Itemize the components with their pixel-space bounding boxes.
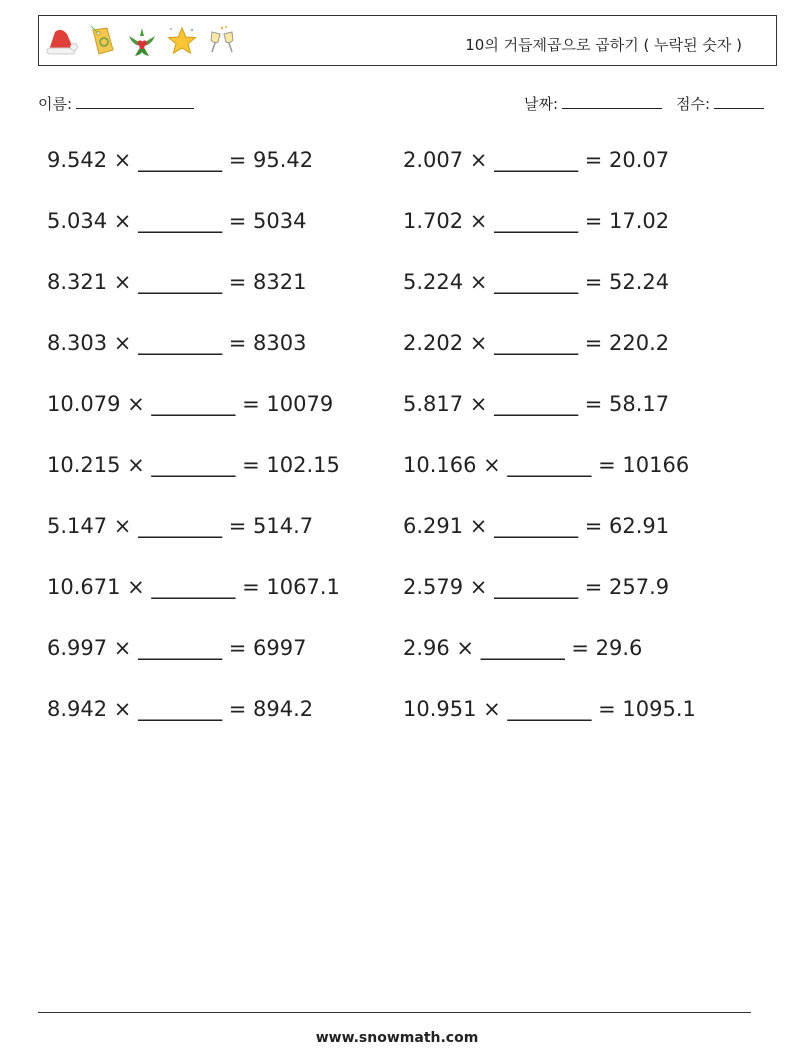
score-label: 점수: [676, 95, 711, 113]
problem-left-5[interactable]: 10.079 × ________ = 10079 [47, 392, 334, 416]
score-field[interactable] [676, 93, 764, 114]
problem-right-4[interactable]: 2.202 × ________ = 220.2 [403, 331, 670, 355]
footer-site: www.snowmath.com [315, 1030, 479, 1046]
name-label: 이름: [38, 95, 73, 113]
problem-right-7[interactable]: 6.291 × ________ = 62.91 [403, 514, 670, 538]
problem-right-9[interactable]: 2.96 × ________ = 29.6 [403, 636, 643, 660]
problem-left-4[interactable]: 8.303 × ________ = 8303 [47, 331, 307, 355]
score-blank[interactable] [714, 94, 764, 109]
worksheet-title: 10의 거듭제곱으로 곱하기 ( 누락된 숫자 ) [465, 36, 742, 54]
santa-hat-icon [45, 24, 79, 58]
problem-left-10[interactable]: 8.942 × ________ = 894.2 [47, 697, 314, 721]
star-icon [165, 24, 199, 58]
problem-left-3[interactable]: 8.321 × ________ = 8321 [47, 270, 307, 294]
problem-right-8[interactable]: 2.579 × ________ = 257.9 [403, 575, 670, 599]
date-label: 날짜: [524, 95, 559, 113]
problem-right-2[interactable]: 1.702 × ________ = 17.02 [403, 209, 670, 233]
problem-left-9[interactable]: 6.997 × ________ = 6997 [47, 636, 307, 660]
problem-left-8[interactable]: 10.671 × ________ = 1067.1 [47, 575, 340, 599]
holly-icon [125, 24, 159, 58]
champagne-glasses-icon [205, 24, 239, 58]
icon-strip [45, 22, 239, 60]
problem-right-3[interactable]: 5.224 × ________ = 52.24 [403, 270, 670, 294]
name-blank[interactable] [76, 94, 194, 109]
problem-right-1[interactable]: 2.007 × ________ = 20.07 [403, 148, 670, 172]
problem-right-10[interactable]: 10.951 × ________ = 1095.1 [403, 697, 696, 721]
footer-divider [38, 1012, 751, 1013]
worksheet-header [38, 15, 777, 66]
date-blank[interactable] [562, 94, 662, 109]
problem-right-6[interactable]: 10.166 × ________ = 10166 [403, 453, 690, 477]
problem-left-7[interactable]: 5.147 × ________ = 514.7 [47, 514, 314, 538]
name-field[interactable] [38, 93, 194, 114]
problem-right-5[interactable]: 5.817 × ________ = 58.17 [403, 392, 670, 416]
problem-left-6[interactable]: 10.215 × ________ = 102.15 [47, 453, 340, 477]
problem-left-1[interactable]: 9.542 × ________ = 95.42 [47, 148, 314, 172]
date-field[interactable] [524, 93, 662, 114]
gift-tag-icon [85, 24, 119, 58]
problem-left-2[interactable]: 5.034 × ________ = 5034 [47, 209, 307, 233]
